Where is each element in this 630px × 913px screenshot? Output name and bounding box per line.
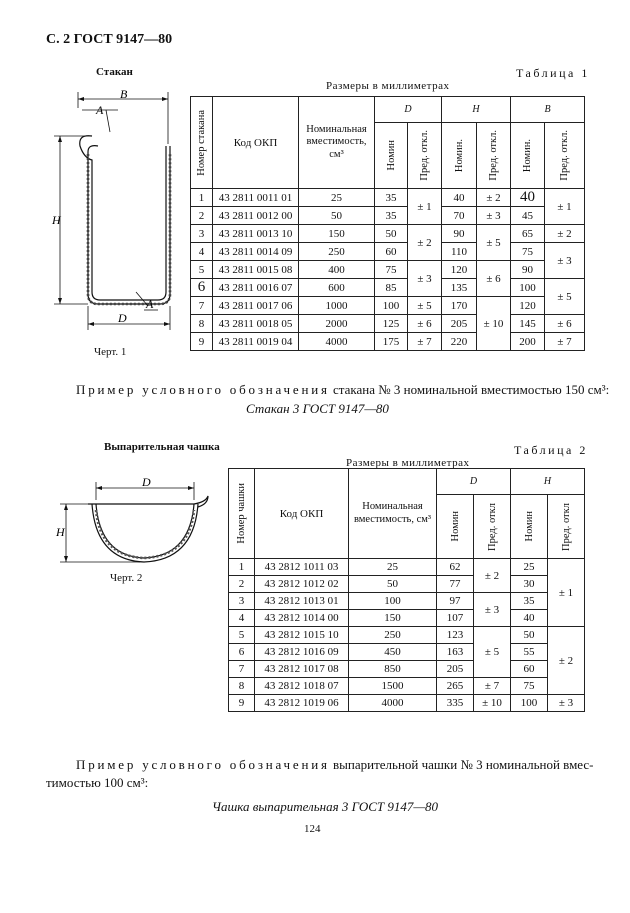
page-header: С. 2 ГОСТ 9147—80 — [46, 32, 173, 47]
cell-h: 100 — [511, 695, 548, 712]
cell-vol: 4000 — [349, 695, 437, 712]
cell-b-dev: ± 2 — [545, 225, 585, 243]
cell-d: 35 — [375, 207, 408, 225]
cell-okp: 43 2811 0014 09 — [213, 243, 299, 261]
cell-h-dev: ± 2 — [548, 627, 585, 695]
cell-vol: 100 — [349, 593, 437, 610]
cell-d: 123 — [437, 627, 474, 644]
cell-okp: 43 2811 0011 01 — [213, 189, 299, 207]
cell-h: 50 — [511, 627, 548, 644]
cell-b-dev: ± 6 — [545, 315, 585, 333]
cell-h: 135 — [442, 279, 477, 297]
cell-h-dev: ± 1 — [548, 559, 585, 627]
cell-num: 4 — [191, 243, 213, 261]
cell-d: 163 — [437, 644, 474, 661]
cell-okp: 43 2812 1012 02 — [255, 576, 349, 593]
cell-num: 8 — [191, 315, 213, 333]
cell-b: 65 — [511, 225, 545, 243]
cell-d: 265 — [437, 678, 474, 695]
t1-head-d: D — [375, 97, 442, 123]
cell-h: 25 — [511, 559, 548, 576]
t2-head-okp: Код ОКП — [255, 469, 349, 559]
cell-b-dev: ± 1 — [545, 189, 585, 225]
cell-h: 220 — [442, 333, 477, 351]
table-row — [191, 225, 585, 243]
table-row — [229, 559, 585, 576]
example2-rest: выпарительной чашки № 3 номинальной вмес- — [329, 757, 594, 772]
cell-h: 90 — [442, 225, 477, 243]
cell-num: 3 — [191, 225, 213, 243]
cell-h: 205 — [442, 315, 477, 333]
cell-num: 2 — [229, 576, 255, 593]
table-row — [191, 279, 585, 297]
cell-d: 62 — [437, 559, 474, 576]
cell-h-dev: ± 3 — [477, 207, 511, 225]
cell-vol: 4000 — [299, 333, 375, 351]
cell-num: 9 — [191, 333, 213, 351]
cell-h-dev: ± 10 — [477, 297, 511, 351]
cell-h: 75 — [511, 678, 548, 695]
page-number: 124 — [304, 823, 321, 835]
table-row — [229, 627, 585, 644]
cell-num: 8 — [229, 678, 255, 695]
table-row — [229, 695, 585, 712]
cell-okp: 43 2812 1019 06 — [255, 695, 349, 712]
example2-text-cont: тимостью 100 см³: — [46, 775, 149, 790]
cell-d: 205 — [437, 661, 474, 678]
cell-d: 77 — [437, 576, 474, 593]
table-row — [229, 610, 585, 627]
cell-h: 35 — [511, 593, 548, 610]
cell-d: 60 — [375, 243, 408, 261]
table-row — [229, 576, 585, 593]
example1-text — [76, 382, 609, 398]
example2-code: Чашка выпарительная 3 ГОСТ 9147—80 — [212, 799, 438, 814]
example1-rest: стакана № 3 номинальной вместимостью 150 см³: — [329, 382, 610, 397]
cell-d-dev: ± 7 — [474, 678, 511, 695]
t1-head-h: H — [442, 97, 511, 123]
t1-head-nom1: Номин — [385, 140, 397, 171]
beaker-drawing — [40, 84, 180, 344]
fig1-label-a-bottom: A — [146, 297, 154, 311]
cell-okp: 43 2812 1017 08 — [255, 661, 349, 678]
cell-okp: 43 2811 0019 04 — [213, 333, 299, 351]
cell-okp: 43 2812 1014 00 — [255, 610, 349, 627]
cell-vol: 1500 — [349, 678, 437, 695]
table1-dims-note: Размеры в миллиметрах — [326, 80, 450, 92]
t1-head-nom3: Номин. — [522, 138, 534, 173]
t2-head-h: H — [511, 469, 585, 495]
t2-head-nom2: Номин — [523, 511, 535, 542]
table-row — [191, 189, 585, 207]
cell-d-dev: ± 3 — [474, 593, 511, 627]
cell-num: 1 — [229, 559, 255, 576]
table2 — [228, 468, 585, 712]
cell-b: 145 — [511, 315, 545, 333]
cell-d-dev: ± 2 — [408, 225, 442, 261]
cell-h: 55 — [511, 644, 548, 661]
t1-head-okp: Код ОКП — [213, 97, 299, 189]
cell-okp: 43 2811 0018 05 — [213, 315, 299, 333]
cell-b: 90 — [511, 261, 545, 279]
cell-h: 110 — [442, 243, 477, 261]
cell-d: 97 — [437, 593, 474, 610]
example1-spaced: Пример условного обозначения — [76, 382, 330, 397]
cell-vol: 50 — [349, 576, 437, 593]
cell-okp: 43 2812 1018 07 — [255, 678, 349, 695]
table-row — [229, 593, 585, 610]
cell-d-dev: ± 5 — [408, 297, 442, 315]
table-row — [229, 644, 585, 661]
cell-vol: 150 — [349, 610, 437, 627]
table-row — [191, 333, 585, 351]
t1-head-vol: Номинальная вместимость, см³ — [299, 97, 375, 189]
cell-okp: 43 2812 1016 09 — [255, 644, 349, 661]
t1-head-dev1: Пред. откл. — [419, 130, 430, 181]
cell-h-dev: ± 3 — [548, 695, 585, 712]
cell-b: 120 — [511, 297, 545, 315]
cell-num: 3 — [229, 593, 255, 610]
cell-d: 335 — [437, 695, 474, 712]
table1 — [190, 96, 585, 351]
cell-h: 40 — [442, 189, 477, 207]
t2-head-nom1: Номин — [449, 511, 461, 542]
cell-vol: 50 — [299, 207, 375, 225]
cell-vol: 400 — [299, 261, 375, 279]
cell-d: 85 — [375, 279, 408, 297]
cell-d: 35 — [375, 189, 408, 207]
t2-head-dev1: Пред. откл — [486, 502, 498, 551]
table-row — [229, 661, 585, 678]
dish-drawing — [44, 470, 220, 570]
cell-d-dev: ± 5 — [474, 627, 511, 678]
cell-vol: 250 — [349, 627, 437, 644]
table2-dims-note: Размеры в миллиметрах — [346, 457, 470, 469]
fig1-label-a-top: A — [96, 103, 104, 117]
fig1-label-b: B — [120, 87, 128, 101]
cell-vol: 450 — [349, 644, 437, 661]
cell-d: 175 — [375, 333, 408, 351]
example1-code: Стакан 3 ГОСТ 9147—80 — [246, 401, 389, 416]
t1-head-dev3: Пред. откл. — [559, 130, 571, 181]
cell-d-dev: ± 7 — [408, 333, 442, 351]
cell-d-dev: ± 1 — [408, 189, 442, 225]
cell-h: 70 — [442, 207, 477, 225]
t2-head-num: Номер чашки — [236, 483, 247, 544]
cell-b: 40 — [511, 189, 545, 207]
cell-h: 170 — [442, 297, 477, 315]
cell-vol: 250 — [299, 243, 375, 261]
cell-h-dev: ± 6 — [477, 261, 511, 297]
cell-vol: 1000 — [299, 297, 375, 315]
t1-head-dev2: Пред. откл. — [488, 130, 500, 181]
cell-b: 45 — [511, 207, 545, 225]
fig1-caption: Черт. 1 — [94, 346, 127, 358]
cell-b-dev: ± 5 — [545, 279, 585, 315]
cell-okp: 43 2812 1015 10 — [255, 627, 349, 644]
cell-d: 100 — [375, 297, 408, 315]
cell-num: 6 — [191, 279, 213, 297]
fig2-caption: Черт. 2 — [110, 572, 143, 584]
table-row — [191, 243, 585, 261]
cell-h: 40 — [511, 610, 548, 627]
example2-text — [76, 757, 594, 773]
cell-okp: 43 2811 0017 06 — [213, 297, 299, 315]
cell-d: 50 — [375, 225, 408, 243]
cell-okp: 43 2811 0013 10 — [213, 225, 299, 243]
fig2-label-h: H — [56, 525, 65, 539]
t1-head-num: Номер стакана — [196, 109, 207, 176]
cell-vol: 150 — [299, 225, 375, 243]
cell-d: 125 — [375, 315, 408, 333]
beaker-caption: Стакан — [96, 66, 133, 78]
cell-d-dev: ± 10 — [474, 695, 511, 712]
cell-num: 9 — [229, 695, 255, 712]
cell-okp: 43 2811 0015 08 — [213, 261, 299, 279]
cell-vol: 25 — [299, 189, 375, 207]
table-row — [191, 297, 585, 315]
cell-h-dev: ± 2 — [477, 189, 511, 207]
table-row — [191, 315, 585, 333]
cell-num: 7 — [229, 661, 255, 678]
table-row — [191, 261, 585, 279]
table-row — [191, 207, 585, 225]
t2-head-vol: Номинальная вместимость, см³ — [349, 469, 437, 559]
table-row — [229, 678, 585, 695]
t1-head-b: B — [511, 97, 585, 123]
cell-d: 107 — [437, 610, 474, 627]
cell-b: 200 — [511, 333, 545, 351]
fig1-label-d: D — [118, 311, 127, 325]
cell-okp: 43 2811 0012 00 — [213, 207, 299, 225]
cell-num: 5 — [229, 627, 255, 644]
cell-okp: 43 2812 1011 03 — [255, 559, 349, 576]
cell-h: 30 — [511, 576, 548, 593]
cell-b-dev: ± 3 — [545, 243, 585, 279]
t2-head-dev2: Пред. откл — [560, 502, 572, 551]
t1-head-nom2: Номин. — [453, 138, 465, 173]
cell-h: 120 — [442, 261, 477, 279]
cell-num: 4 — [229, 610, 255, 627]
cell-num: 6 — [229, 644, 255, 661]
cell-num: 2 — [191, 207, 213, 225]
cell-vol: 600 — [299, 279, 375, 297]
cell-num: 5 — [191, 261, 213, 279]
fig1-label-h: H — [52, 213, 61, 227]
table1-label: Таблица 1 — [516, 66, 590, 80]
cell-b: 100 — [511, 279, 545, 297]
cell-vol: 25 — [349, 559, 437, 576]
cell-d-dev: ± 6 — [408, 315, 442, 333]
cell-okp: 43 2811 0016 07 — [213, 279, 299, 297]
cell-okp: 43 2812 1013 01 — [255, 593, 349, 610]
cell-h: 60 — [511, 661, 548, 678]
t2-head-d: D — [437, 469, 511, 495]
cell-h-dev: ± 5 — [477, 225, 511, 261]
dish-caption: Выпарительная чашка — [104, 441, 220, 453]
fig2-label-d: D — [142, 475, 151, 489]
cell-b-dev: ± 7 — [545, 333, 585, 351]
cell-vol: 2000 — [299, 315, 375, 333]
cell-num: 1 — [191, 189, 213, 207]
table2-label: Таблица 2 — [514, 443, 588, 457]
cell-num: 7 — [191, 297, 213, 315]
cell-d-dev: ± 3 — [408, 261, 442, 297]
cell-d-dev: ± 2 — [474, 559, 511, 593]
cell-vol: 850 — [349, 661, 437, 678]
cell-d: 75 — [375, 261, 408, 279]
example2-spaced: Пример условного обозначения — [76, 757, 330, 772]
cell-b: 75 — [511, 243, 545, 261]
